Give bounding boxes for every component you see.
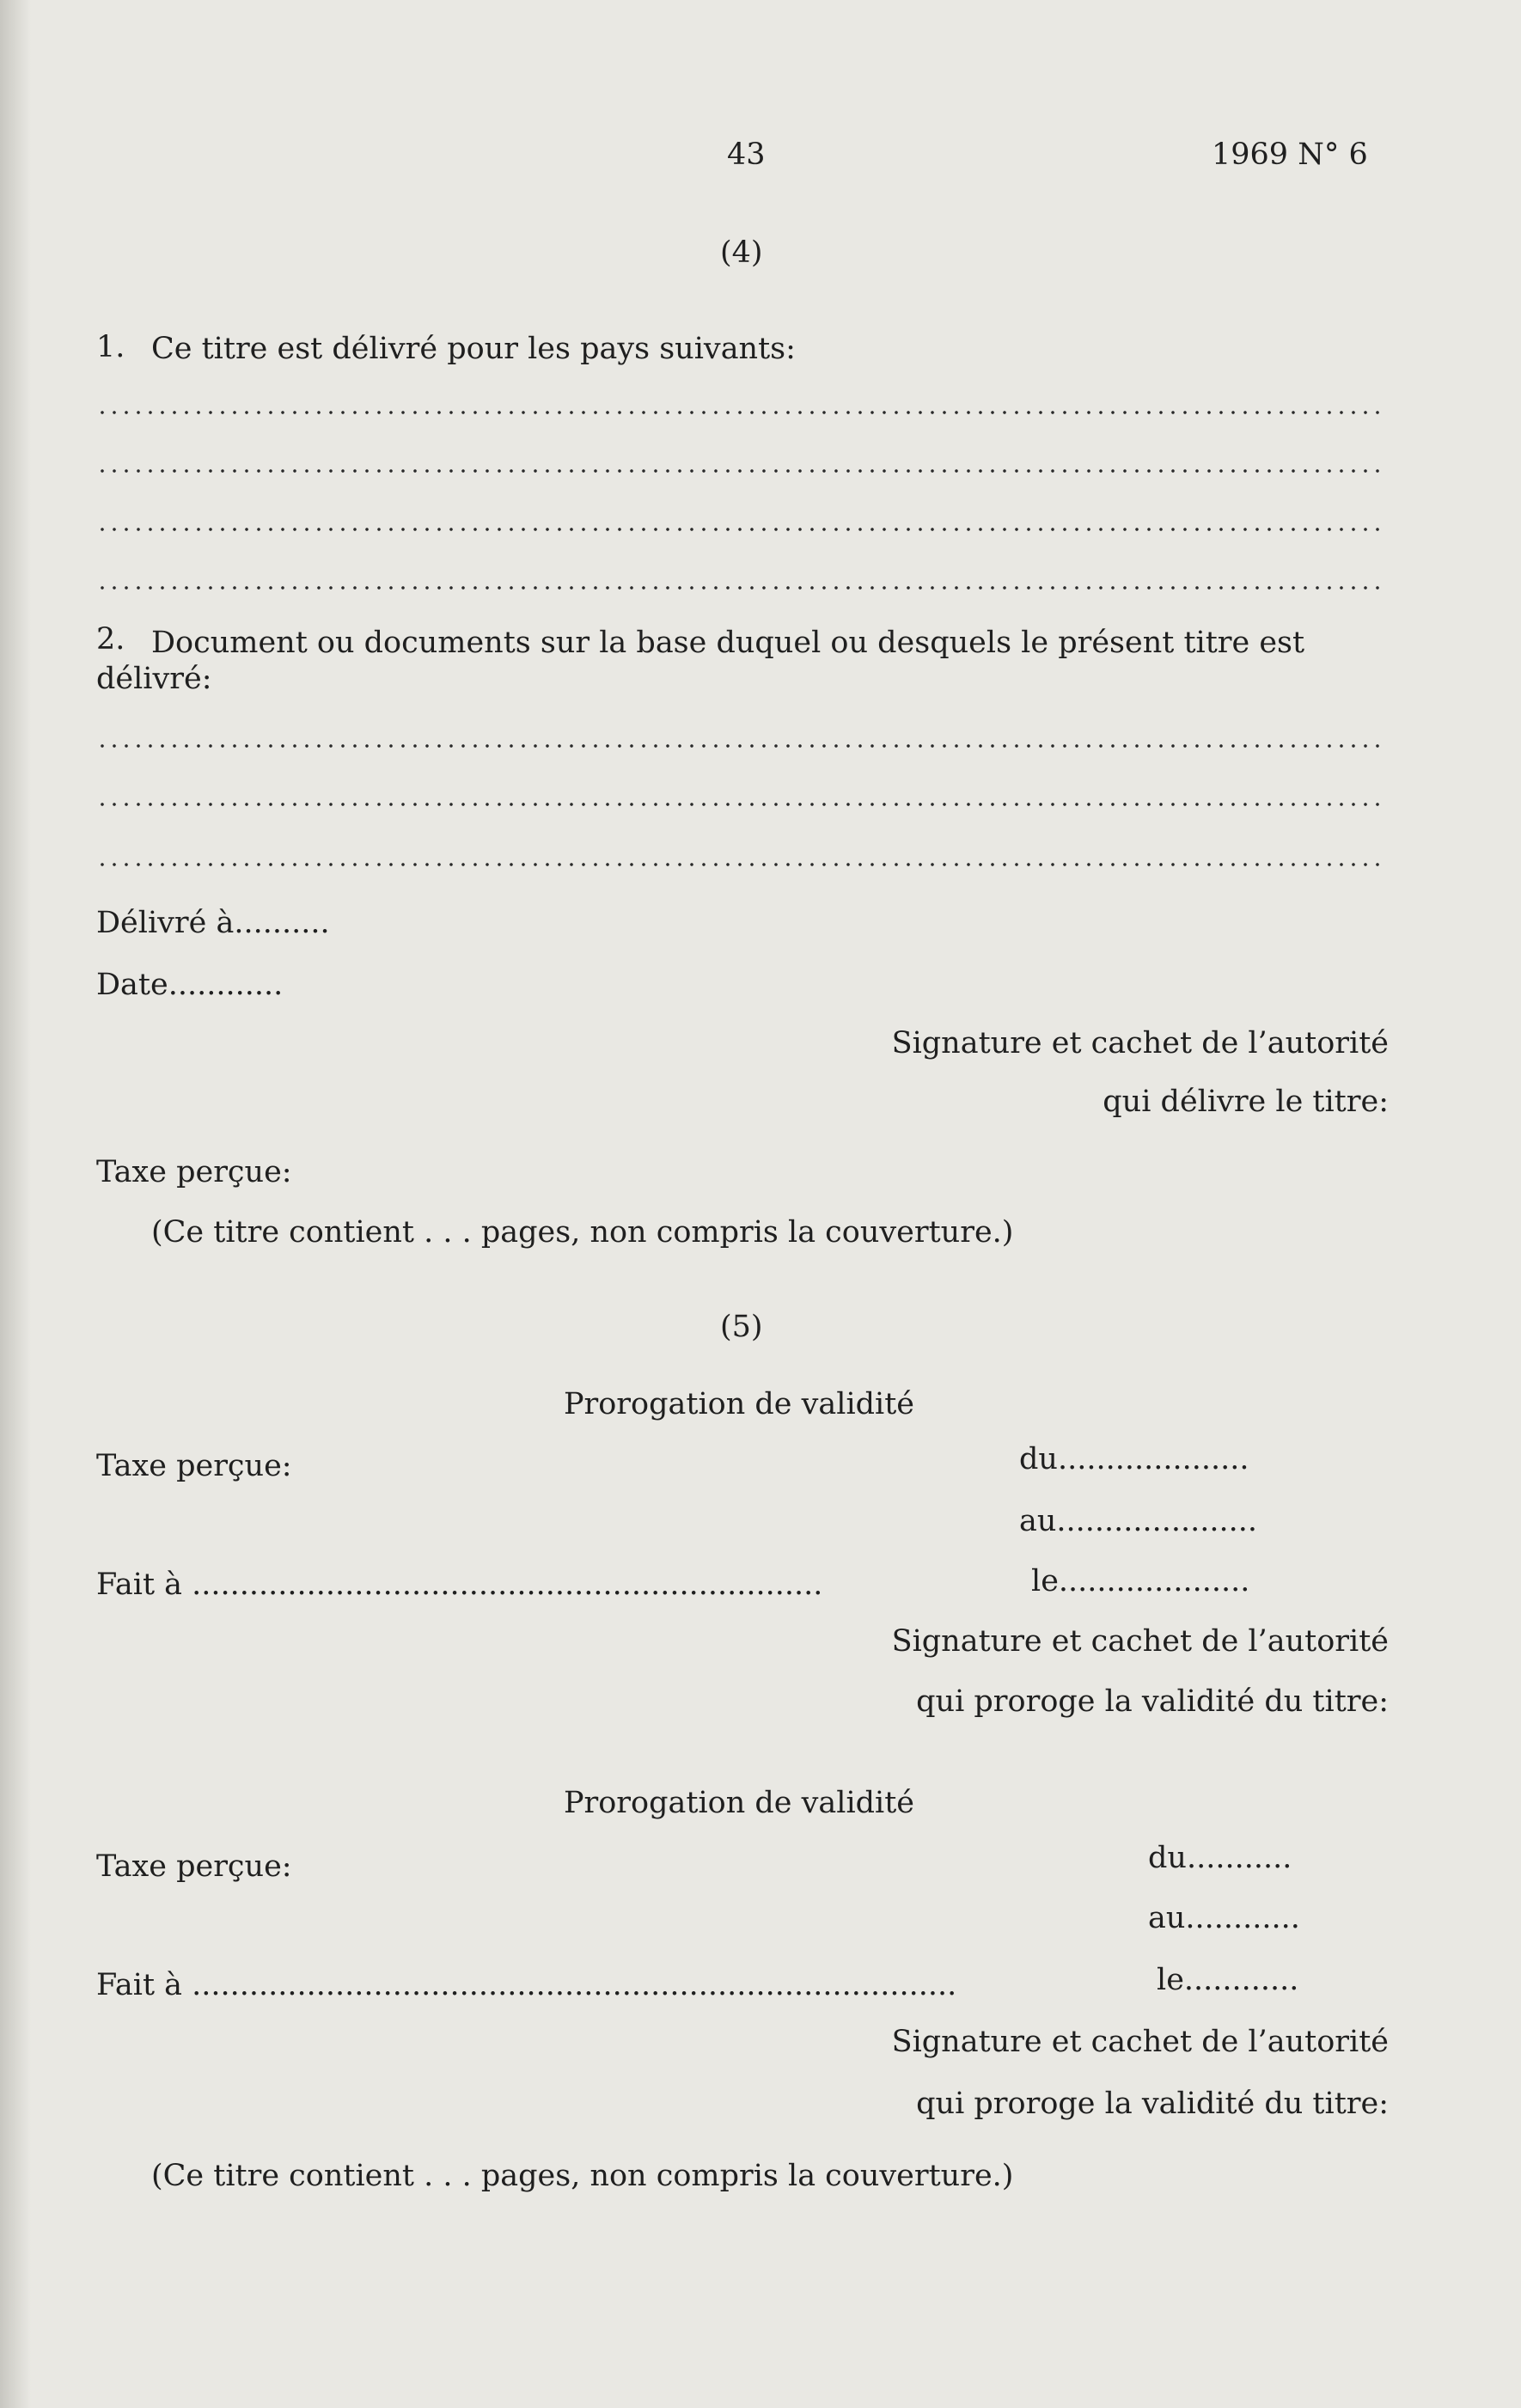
- documents-dotted-line-2: [96, 803, 1387, 806]
- documents-dotted-line-1: [96, 744, 1387, 748]
- item-2-text-line-2: délivré:: [96, 662, 212, 696]
- issue-number: 1969 N° 6: [1212, 138, 1368, 172]
- prorogation-2-du-field: du...........: [1148, 1841, 1292, 1875]
- section-4-number: (4): [720, 235, 763, 270]
- item-1-text: Ce titre est délivré pour les pays suivants:: [151, 332, 796, 366]
- prorogation-1-taxe-label: Taxe perçue:: [96, 1449, 292, 1483]
- item-2-number: 2.: [96, 622, 125, 657]
- prorogation-1-signature-line-2: qui proroge la validité du titre:: [916, 1684, 1389, 1719]
- prorogation-2-fait-a-field: Fait à ................................................................................: [96, 1968, 957, 2002]
- prorogation-1-fait-a-field: Fait à ..................................................................: [96, 1568, 823, 1602]
- prorogation-2-le-field: le............: [1157, 1963, 1299, 1997]
- delivre-a-dots: ..........: [234, 906, 330, 940]
- page-binding-shadow: [0, 0, 31, 2408]
- countries-dotted-line-1: [96, 411, 1387, 414]
- prorogation-2-au-field: au............: [1148, 1901, 1300, 1935]
- date-label: Date: [96, 968, 168, 1002]
- date-dots: ............: [168, 968, 284, 1002]
- prorogation-2-taxe-label: Taxe perçue:: [96, 1849, 292, 1884]
- prorogation-1-le-field: le....................: [1031, 1564, 1250, 1598]
- item-1-number: 1.: [96, 330, 125, 364]
- signature-authority-line-1: Signature et cachet de l’autorité: [891, 1026, 1389, 1060]
- delivre-a-label: Délivré à: [96, 906, 235, 940]
- prorogation-1-signature-line-1: Signature et cachet de l’autorité: [891, 1624, 1389, 1659]
- page-number: 43: [727, 138, 766, 172]
- section-5-number: (5): [720, 1310, 763, 1344]
- taxe-percue-label: Taxe perçue:: [96, 1155, 292, 1189]
- prorogation-title-2: Prorogation de validité: [563, 1786, 915, 1820]
- signature-authority-line-2: qui délivre le titre:: [1103, 1085, 1389, 1119]
- prorogation-2-signature-line-2: qui proroge la validité du titre:: [916, 2087, 1389, 2121]
- page-count-note-2: (Ce titre contient . . . pages, non compris la couverture.): [151, 2159, 1014, 2193]
- countries-dotted-line-4: [96, 586, 1387, 590]
- prorogation-1-au-field: au.....................: [1019, 1504, 1258, 1538]
- delivre-a-field: [96, 904, 330, 942]
- page-count-note: (Ce titre contient . . . pages, non compris la couverture.): [151, 1215, 1014, 1250]
- date-field: [96, 966, 283, 1004]
- countries-dotted-line-2: [96, 469, 1387, 473]
- prorogation-2-signature-line-1: Signature et cachet de l’autorité: [891, 2025, 1389, 2059]
- documents-dotted-line-3: [96, 863, 1387, 866]
- prorogation-title-1: Prorogation de validité: [563, 1387, 915, 1421]
- prorogation-1-du-field: du....................: [1019, 1442, 1249, 1476]
- item-2-text-line-1: Document ou documents sur la base duquel ou desquels le présent titre est: [151, 626, 1305, 660]
- countries-dotted-line-3: [96, 528, 1387, 531]
